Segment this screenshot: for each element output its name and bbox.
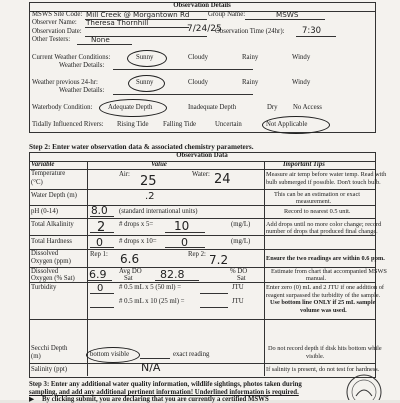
waterbody-option-adequate[interactable]: Adequate Depth [108,104,153,111]
secchi-tip-2: visible. [306,353,325,360]
waterbody-condition-label: Waterbody Condition: [32,104,93,111]
weather-option-windy[interactable]: Windy [292,54,311,61]
do-sat-label-1: Dissolved [31,268,59,275]
current-weather-label: Current Weather Conditions: [32,54,111,61]
secchi-option-exact-reading[interactable]: exact reading [173,351,210,358]
group-name-value[interactable]: MSWS [276,10,299,19]
weather-option-cloudy[interactable]: Cloudy [188,54,209,61]
turbidity-line1-unit: JTU [232,284,244,291]
hardness-units: (mg/L) [231,238,251,245]
secchi-option-bottom-visible[interactable]: bottom visible [90,351,130,358]
water-depth-label: Water Depth (m) [31,192,77,199]
water-depth-value[interactable]: .2 [145,191,155,202]
turbidity-line1-value[interactable]: 0 [97,283,104,294]
tidal-option-rising[interactable]: Rising Tide [117,121,149,128]
other-testers-value[interactable]: None [91,35,110,44]
hardness-drops-label: # drops x 10= [119,238,157,245]
salinity-tip: If salinity is present, do not test for hardness. [266,366,380,373]
arrow-icon: ▶ [29,396,35,403]
tidal-option-falling[interactable]: Falling Tide [163,121,197,128]
observer-name-value[interactable]: Theresa Thornhill [86,18,149,27]
turbidity-line2-unit: JTU [232,298,244,305]
hardness-result[interactable]: 0 [181,236,188,249]
temperature-tip-1: Measure air temp before water temp. Read with [266,171,387,178]
alkalinity-result[interactable]: 10 [174,219,190,233]
ph-units: (standard international units) [119,208,198,215]
do-pct-label-2: Sat [237,275,246,282]
prev-weather-details-label: Weather Details: [59,87,105,94]
current-weather-selection-circle [127,50,167,67]
salinity-label: Salinity (ppt) [31,366,68,373]
alkalinity-drops-label: # drops x 5= [119,221,154,228]
do-rep2-value[interactable]: 7.2 [209,253,229,267]
do-avg-label-1: Avg DO [119,268,142,275]
secchi-selection-circle [86,347,140,363]
water-depth-tip-1: This can be an estimation or exact [274,191,361,198]
alkalinity-drops-value[interactable]: 2 [97,220,106,235]
do-tip: Ensure the two readings are within 0.6 ppm. [266,255,385,262]
observer-name-label: Observer Name: [32,19,77,26]
turbidity-line1-label: # 0.5 mL x 5 (50 ml) = [119,284,182,291]
prev-weather-option-windy[interactable]: Windy [292,79,311,86]
site-code-label: MSWS Site Code: [32,11,83,18]
do-avg-label-2: Sat [124,275,133,282]
water-temp-value[interactable]: 24 [214,172,231,187]
waterbody-option-dry[interactable]: Dry [267,104,278,111]
ph-label: pH (0-14) [31,208,58,215]
col-value-header: Value [151,161,167,168]
water-label: Water: [192,171,210,178]
hardness-drops-value[interactable]: 0 [96,236,103,249]
do-label-2: Oxygen (ppm) [31,258,71,265]
step3-line-2: sampling, and add any additional pertinent information! Underlined information is required. [29,389,299,396]
turbidity-tip-2: reagent surpassed the turbidity of the sample. [266,292,381,299]
temperature-label: Temperature [31,170,66,177]
alkalinity-units: (mg/L) [231,221,251,228]
weather-details-label: Weather Details: [59,62,105,69]
site-code-value[interactable]: Mill Creek @ Morgantown Rd [86,10,190,19]
step2-heading: Step 2: Enter water observation data & associated chemistry parameters. [29,143,254,151]
do-sat-label-2: Oxygen (% Sat) [31,275,75,282]
step3-line-1: Step 3: Enter any additional water quality information, wildlife sightings, photos taken during [29,381,302,388]
alkalinity-label: Total Alkalinity [31,221,74,228]
do-pct-label-1: % DO [230,268,248,275]
air-label: Air: [119,171,130,178]
previous-weather-selection-circle [128,75,165,92]
turbidity-tip-3: Use bottom line ONLY if 25 mL sample [270,299,376,306]
do-sat-tip-1: Estimate from chart that accompanied MSWS [271,268,387,275]
other-testers-label: Other Testers: [32,36,71,43]
prev-weather-option-cloudy[interactable]: Cloudy [188,79,209,86]
temperature-tip-2: bulb submerged if possible. Don't touch bulb. [266,179,381,186]
do-rep1-value[interactable]: 6.6 [120,252,140,266]
do-sat-tip-2: manual. [306,275,327,282]
observation-details-title: Observation Details [173,2,231,9]
do-rep1-label: Rep 1: [90,251,108,258]
tidal-label: Tidally Influenced Rivers: [32,121,104,128]
observation-time-value[interactable]: 7:30 [302,26,322,36]
waterbody-option-no-access[interactable]: No Access [293,104,322,111]
previous-weather-label: Weather previous 24-hr: [32,79,98,86]
weather-option-sunny[interactable]: Sunny [136,54,154,61]
waterbody-option-inadequate[interactable]: Inadequate Depth [188,104,237,111]
turbidity-tip-1: Enter zero (0) mL and 2 JTU if one addition of [266,284,384,291]
turbidity-line2-label: # 0.5 mL x 10 (25 ml) = [119,298,185,305]
tidal-option-uncertain[interactable]: Uncertain [215,121,242,128]
alkalinity-tip-1: Add drops until no more color change; record [266,221,382,228]
do-rep2-label: Rep 2: [188,251,206,258]
water-depth-tip-2: measurement. [296,198,332,205]
observation-date-value[interactable]: 7/24/25 [187,24,222,34]
observation-time-label: Observation Time (24hr): [215,28,285,35]
secchi-label-2: (m) [31,353,41,360]
air-temp-value[interactable]: 25 [140,174,157,189]
hardness-label: Total Hardness [31,238,72,245]
certification-seal-icon [344,372,384,400]
tidal-option-not-applicable[interactable]: Not Applicable [266,121,308,128]
do-avg-value[interactable]: 6.9 [89,268,107,281]
waterbody-selection-circle [99,99,167,117]
group-name-label: Group Name: [208,11,246,18]
salinity-value[interactable]: N/A [141,361,161,374]
col-variable-header: Variable [31,161,55,168]
observation-data-title: Observation Data [176,152,228,159]
col-tips-header: Important Tips [283,161,325,168]
weather-option-rainy[interactable]: Rainy [242,54,259,61]
alkalinity-tip-2: number of drops that produced final change. [266,228,378,235]
ph-tip: Record to nearest 0.5 unit. [284,208,351,215]
secchi-tip-1: Do not record depth if disk hits bottom while [268,345,382,352]
step3-line-3: By clicking submit, you are declaring that you are currently a certified MSWS [42,396,269,403]
turbidity-label: Turbidity [31,284,57,291]
prev-weather-option-rainy[interactable]: Rainy [242,79,259,86]
temperature-unit: (°C) [31,179,43,186]
turbidity-tip-4: volume was used. [300,307,347,314]
ph-value[interactable]: 8.0 [91,205,108,217]
prev-weather-option-sunny[interactable]: Sunny [136,79,154,86]
tidal-selection-circle [262,116,330,134]
do-pct-value[interactable]: 82.8 [160,268,185,281]
do-label-1: Dissolved [31,250,59,257]
observation-date-label: Observation Date: [32,28,82,35]
secchi-label-1: Secchi Depth [31,345,68,352]
